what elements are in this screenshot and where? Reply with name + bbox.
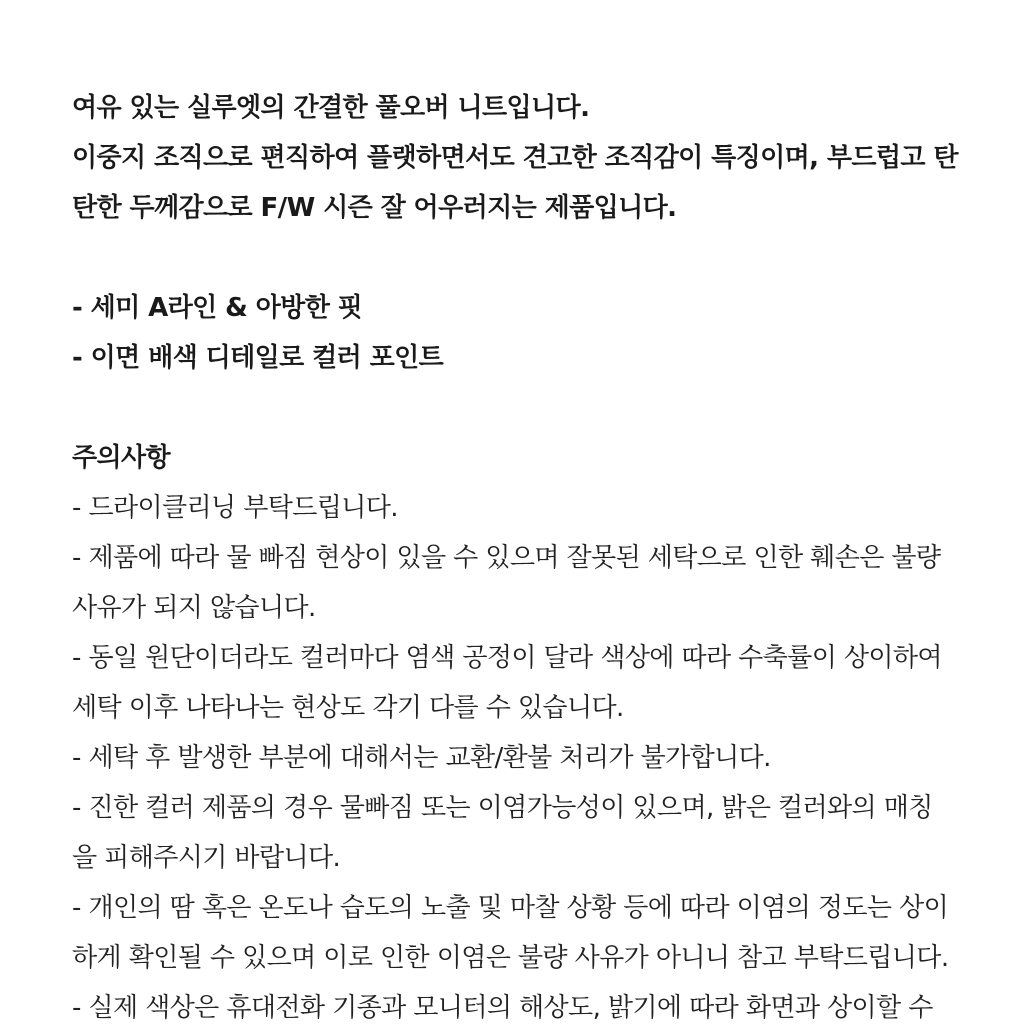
caution-line: - 실제 색상은 휴대전화 기종과 모니터의 해상도, 밝기에 따라 화면과 상이할 수: [72, 993, 933, 1023]
caution-line: - 개인의 땀 혹은 온도나 습도의 노출 및 마찰 상황 등에 따라 이염의 정도는 상이: [72, 893, 949, 923]
intro-line: 여유 있는 실루엣의 간결한 풀오버 니트입니다.: [72, 93, 590, 123]
caution-line: 사유가 되지 않습니다.: [72, 593, 316, 623]
spacer: [72, 383, 972, 433]
product-description: [72, 83, 972, 1033]
caution-heading: 주의사항: [72, 443, 171, 473]
intro-line: 이중지 조직으로 편직하여 플랫하면서도 견고한 조직감이 특징이며, 부드럽고 탄: [72, 143, 958, 173]
caution-line: - 세탁 후 발생한 부분에 대해서는 교환/환불 처리가 불가합니다.: [72, 743, 771, 773]
feature-item: - 이면 배색 디테일로 컬러 포인트: [72, 343, 444, 373]
caution-line: 세탁 이후 나타나는 현상도 각기 다를 수 있습니다.: [72, 693, 624, 723]
caution-line: - 드라이클리닝 부탁드립니다.: [72, 493, 398, 523]
caution-line: - 진한 컬러 제품의 경우 물빠짐 또는 이염가능성이 있으며, 밝은 컬러와의 매칭: [72, 793, 933, 823]
caution-line: 하게 확인될 수 있으며 이로 인한 이염은 불량 사유가 아니니 참고 부탁드립니다.: [72, 943, 949, 973]
intro-line: 탄한 두께감으로 F/W 시즌 잘 어우러지는 제품입니다.: [72, 193, 677, 223]
spacer: [72, 233, 972, 283]
caution-line: - 동일 원단이더라도 컬러마다 염색 공정이 달라 색상에 따라 수축률이 상이하여: [72, 643, 942, 673]
caution-line: 을 피해주시기 바랍니다.: [72, 843, 341, 873]
feature-item: - 세미 A라인 & 아방한 핏: [72, 293, 363, 323]
caution-line: - 제품에 따라 물 빠짐 현상이 있을 수 있으며 잘못된 세탁으로 인한 훼손은 불량: [72, 543, 941, 573]
